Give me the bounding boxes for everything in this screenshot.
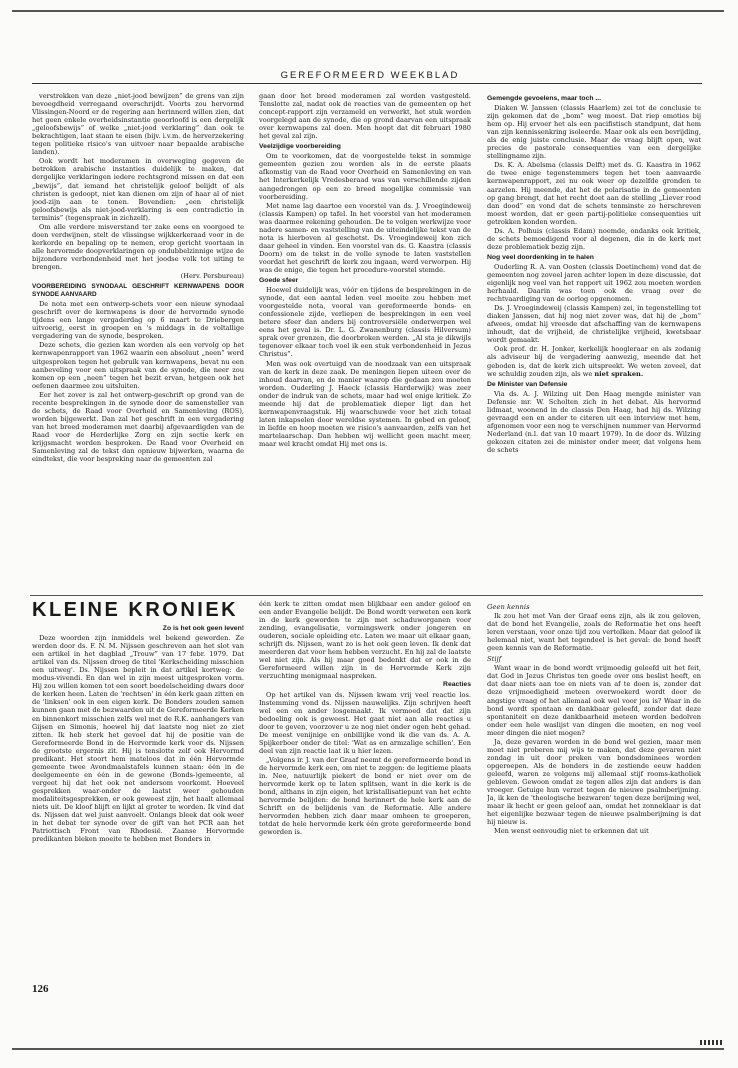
column-2-top bbox=[259, 92, 471, 590]
section-heading: Veelzijdige voorbereiding bbox=[259, 143, 341, 151]
paragraph: Men was ook overtuigd van de noodzaak van een uitspraak van de kerk in deze zaak. De meningen liepen uiteen over de inhoud daarvan, en de manier waarop die gedaan zou moeten worden. Ouderling J. Haeck (classis Harderwijk) was zeer onder de indruk van de schets, maar had wel enige kritiek. Zo meende hij dat de problematiek dieper ligt dan het kernwapenvraagstuk. Hij waarschuwde voor het zich totaal laten inkapselen door wereldse systemen. In gebed en geloof, in liefde en hoop moeten we risico's aanvaarden, zelfs van het martelaarschap. Dan hebben wij wellicht geen macht meer, maar wel kracht omdat Hij met ons is. bbox=[259, 359, 471, 448]
kroniek-subtitle: Zo is het ook geen leven! bbox=[162, 625, 244, 632]
kroniek-column-3 bbox=[487, 600, 701, 976]
paragraph: Op het artikel van ds. Nijssen kwam vrij veel reactie los. Instemming vond ds. Nijssen nauwelijks. Zijn schrijven heeft wel een en ander losgemaakt. Ik vermoed dat dat zijn bedoeling ook is geweest. Het gaat niet aan alle reacties u door te geven, voorzover u ze nog niet onder ogen hebt gehad. De meest venijnige en onbillijke vond ik die van ds. A. A. Spijkerboer onder de titel: 'Wat as en armzalige schillen'. Een deel van zijn reactie laat ik u hier lezen. bbox=[259, 690, 471, 755]
masthead: GEREFORMEERD WEEKBLAD bbox=[280, 70, 460, 81]
paragraph: één kerk te zitten omdat men blijkbaar een ander geloof en een ander Evangelie belijdt. De Bond wordt verweten een kerk in de kerk geworden te zijn met schaduworganen voor zending, evangelisatie, vormingswerk onder jongeren en ouderen, sociale opleiding etc. Laten we maar uit elkaar gaan, schrijft ds. Nijssen, want zo is het ook geen leven. Ik denk dat meerderen dat voor hem hebben verzucht. En hij zal de laatste wel niet zijn. Als hij maar goed bedenkt dat er ook in de Gereformeerd willen zijn in de Hervormde Kerk zijn verzuchting menigmaal naspreken. bbox=[259, 600, 471, 681]
paragraph: Deze woorden zijn inmiddels wel bekend geworden. Ze werden door ds. F. N. M. Nijssen geschreven aan het slot van een artikel in het dagblad „Trouw” van 17 febr. 1979. Dat artikel van ds. Nijssen droeg de titel 'Kerkscheiding misschien een uitweg'. Ds. Nijssen bepleit in dat artikel kortweg: de modus-vivendi. En dan wel in zijn meest uitgesproken vorm. Hij zou willen komen tot een soort boedelscheiding dwars door de kerken heen. Laten de 'rechtsen' in één kerk gaan zitten en de 'linksen' ook in een eigen kerk. De Bonders zouden samen kunnen gaan met de bezwaarden uit de Gereformeerde Kerken en binnenkort misschien zelfs wel met de R.K. aanhangers van Gijsen en Simonis, hoewel hij dat laatste nog niet zo ziet zitten. Ik heb sterk het gevoel dat hij de positie van de Gereformeerde Bond in de Hervormde kerk voor ds. Nijssen de grootste ergernis zit. Hij is tenslotte zelf ook Hervormd predikant. Het stoort hem mateloos dat in één Hervormde gemeente twee Avondmaalstafels kunnen staan: één in de deelgemeente en één in de gewone (Bonds-)gemeente, al vergeet hij dat het ook net andersom voorkomt. Hoeveel gesprekken waar-onder de laatst weer gehouden modaliteitsgesprekken, er ook geweest zijn, het haalt allemaal niets uit. De kloof blijft en lijkt al groter te worden. Ik vind dat ds. Nijssen dat wel juist aanvoelt. Onlangs bleek dat ook weer in het debat ter synode over de gift van het PCR aan het Patriottisch Front van Rhodesië. Zaanse Hervormde predikanten bleken moeite te hebben met Bonders in bbox=[32, 634, 244, 844]
paragraph: „Volgens ir. J. van der Graaf neemt de gereformeerde bond in de hervormde kerk een, om niet te zeggen: de legitieme plaats in. Nee, natuurlijk piekert de bond er niet over om de hervormde kerk op te laten splitsen, want in die kerk is de bond, althans in zijn eigen, het kristallisatiepunt van het echte hervormde belijden: de bond herinnert de hele kerk aan de Schrift en de belijdenis van de Reformatie. Alle andere hervormden hebben zich daar maar omheen te groeperen, totdat de hele hervormde kerk één grote gereformeerde bond geworden is. bbox=[259, 755, 471, 837]
paragraph: Ook prof. dr. H. Jonker, kerkelijk hoogleraar en als zodanig als adviseur bij de vergadering aanwezig, meende dat het geboden is, dat de kerk zich uitspreekt. We weten zoveel, dat we schuldig zouden zijn, als we niet spraken. bbox=[487, 345, 701, 378]
bottom-rule bbox=[12, 1048, 724, 1050]
column-1-top bbox=[32, 92, 244, 590]
kroniek-column-1 bbox=[32, 624, 244, 976]
paragraph: gaan door het breed moderamen zal worden vastgesteld. Tenslotte zal, nadat ook de reacties van de gemeenten op het concept-rapport zijn verzameld en verwerkt, het stuk worden voorgelegd aan de synode, die op grond daarvan een uitspraak over kernwapens zal doen. Men hoopt dat dit februari 1980 het geval zal zijn. bbox=[259, 92, 471, 141]
paragraph: Om alle verdere misverstand ter zake eens en voorgoed te doen verdwijnen, stelt de vlissingse wijkkerkeraad voor in de kerkorde en bepaling op te nemen, erop gericht voortaan in alle hervormde doopverklaringen op ondubbelzinnige wijze de bijzondere verbondenheid met het joodse volk tot uiting te brengen. bbox=[32, 222, 244, 271]
paragraph: De nota met een ontwerp-schets voor een nieuw synodaal geschrift over de kernwapens is door de hervormde synode tijdens een lange vergaderdag op 6 maart te Driebergen uitvoerig, eerst in groepen en 's middags in de voltallige vergadering van de synode, besproken. bbox=[32, 300, 244, 341]
masthead-rule bbox=[32, 83, 702, 84]
paragraph: Via ds. A. J. Wilzing uit Den Haag mengde minister van Defensie mr. W. Scholten zich in het debat. Als hervormd lidmaat, woonend in de classis Den Haag, had hij ds. Wilzing gevraagd een en ander te citeren uit een interview met hem, afgenomen voor een nog te verschijnen nummer van Hervormd Nederland (n.l. dat van 10 maart 1979). In de door ds. Wilzing gekozen citaten zei de minister onder meer, dat volgens hem de schets bbox=[487, 389, 701, 454]
paragraph: Ds. K. A. Abelsma (classis Delft) met ds. G. Kaastra in 1962 de twee enige tegenstemmers tegen het toen aanvaarde kernwapenrapport, zei nu ook weer op dezelfde gronden te aarzelen. Hij meende, dat het de polarisatie in de gemeenten op gang brengt, dat het recht doet aan de stelling „Liever rood dan dood” en vond dat de schets tenminste zo herschreven moest worden, dat er geen partij-politieke consequenties uit getrokken konden worden. bbox=[487, 161, 701, 226]
paragraph: Eer het zover is zal het ontwerp-geschrift op grond van de recente besprekingen in de synode door de samensteller van de schets, de Raad voor Overheid en Samenleving (ROS), worden bijgewerkt. Dan zal het geschrift in een vergadering van het breed moderamen met daarbij afgevaardigden van de Raad voor de Herderlijke Zorg en zijn sectie kerk en krijgsmacht worden besproken. De Raad voor Overheid en Samenleving zal de tekst dan opnieuw bijwerken, waarna de eindtekst, die voor bespreking naar de gemeenten zal bbox=[32, 390, 244, 464]
section-heading: Gemengde gevoelens, maar toch ... bbox=[487, 95, 602, 102]
emphasis: niet spraken. bbox=[594, 369, 644, 378]
paragraph: Ik zou het met Van der Graaf eens zijn, als ik zou geloven, dat de bond het Evangelie, zoals de Reformatie het ons heeft leren verstaan, voor onze tijd zou vertolken. Maar dat geloof ik helemaal niet, want het tegendeel is het geval: de bond heeft geen kennis van de Reformatie. bbox=[487, 612, 701, 653]
section-heading: Goede sfeer bbox=[259, 277, 299, 285]
paragraph: Met name lag daartoe een voorstel van ds. J. Vroegindeweij (classis Kampen) op tafel. In het voorstel van het moderamen was daarmee rekening gehouden. De te volgen werkwijze voor nadere samen- en vaststelling van de uiteindelijke tekst van de nota is hierboven al geschetst. Ds. Vroegindeweij kon zich daar geheel in vinden. Een voorstel van ds. G. Kaastra (classis Doorn) om de tekst in de volle synode te laten vaststellen voordat het geschrift de kerk zou ingaan, werd verworpen. Hij was de enige, die tegen het procedure-voorstel stemde. bbox=[259, 201, 471, 274]
column-3-top bbox=[487, 92, 701, 590]
section-heading: VOORBEREIDING SYNODAAL GESCHRIFT KERNWAPENS DOOR SYNODE AANVAARD bbox=[32, 283, 244, 299]
paragraph: Diaken W. Janssen (classis Haarlem) zei tot de conclusie te zijn gekomen dat de „bom” weg moest. Dat riep emoties bij hem op. Hij ervoer het als een pacifistisch standpunt, dat hem van zijn kennissenkring isoleerde. Maar ook als een bevrijding, als de enig juiste conclusie. Maar de vraag blijft open, wat precies de pastorale consequenties van een dergelijke stellingname zijn. bbox=[487, 104, 701, 161]
paragraph: Ouderling R. A. van Oosten (classis Doetinchem) vond dat de gemeenten nog zoveel jaren achter lopen in deze discussie, dat eigenlijk nog veel van het rapport uit 1962 zou moeten worden herhaald. Daarin was toen ook de vraag over de rechtvaardiging van de oorlog opgenomen. bbox=[487, 262, 701, 304]
subsection-heading: Stijf bbox=[487, 655, 502, 664]
kroniek-column-1-body bbox=[32, 634, 244, 843]
paragraph: verstrekken van deze „niet-jood bewijzen” de grens van zijn bevoegdheid verregaand overschrijdt. Voorts zou hervormd Vlissingen-Noord er de regering aan herinnerd willen zien, dat het geen enkele overheidsinstantie geoorloofd is een dergelijk „geloofsbewijs” of welke „niet-jood verklaring” dan ook te bekrachtigen, laat staan te eisen (bijv. i.v.m. de herverzekering tegen politieke risico's van uitvoer naar bepaalde arabische landen). bbox=[32, 92, 244, 157]
paragraph: Want waar in de bond wordt vrijmoedig geleefd uit het feit, dat God in Jezus Christus ten goede over ons beslist heeft, en dat daar niets aan toe en niets van af te doen is, zonder dat deze vrijmoedigheid meteen overwoekerd wordt door de angstige vraag of het allemaal ook wel voor jou is? Waar in de bond wordt spontaan en dankbaar geleefd, zonder dat deze spontaniteit en deze dankbaarheid meteen worden bedolven onder een hele waslijst van dingen die moeten, en nog veel meer dingen die niet mogen? bbox=[487, 664, 701, 737]
subsection-heading: Reacties bbox=[443, 681, 471, 689]
paragraph: Ds. A. Polhuis (classis Edam) noemde, ondanks ook kritiek, de schets bemoedigend voor al degenen, die in de kerk met deze problematiek bezig zijn. bbox=[487, 226, 701, 251]
paragraph: Ja, deze gevaren worden in de bond wel gezien, maar men moet niet proberen mij wijs te maken, dat deze gevaren niet zondag in uit door preken van bondsdominees worden opgeroepen. Als de bonders in de zestiende eeuw hadden geleefd, waren ze volgens mij allemaal stijf rooms-katholiek gebleven. Gewoon omdat ze tegen alles zijn dat anders is dan vroeger. Getuige hun verzet tegen de nieuwe psalmberijming. Ja, ik ken de 'theologische bezwaren' tegen deze berijming wel, maar ik hecht er geen geloof aan, omdat het zonneklaar is dat het eigenlijke bezwaar tegen de nieuwe psalmberijming is dat hij nieuw is. bbox=[487, 737, 701, 827]
paragraph: Hoewel duidelijk was, vóór en tijdens de besprekingen in de synode, dat een aantal leden veel moeite zou hebben met voorgestelde nota, vooral van gereformeerde bonds- en confessionele zijde, verliepen de besprekingen in een veel betere sfeer dan anders bij controversiële onderwerpen wel eens het geval is. Dr. L. G. Zwanenburg (classis Hilversum) sprak over grenzen, die doorbroken werden. „Al sta je dikwijls tegenover elkaar toch voel ik een stuk verbondenheid in Jezus Christus”. bbox=[259, 286, 471, 359]
print-registration-mark bbox=[700, 1040, 722, 1045]
subsection-heading: Geen kennis bbox=[487, 603, 530, 611]
kroniek-column-2 bbox=[259, 600, 471, 976]
source-credit: (Herv. Persbureau) bbox=[180, 272, 244, 281]
paragraph: Ook wordt het moderamen in overweging gegeven de betrokken arabische instanties duidelijk te maken, dat dergelijke verklaringen iedere rechtsgrond missen en dat een „bewijs”, dat iemand het christelijk geloof belijdt of als christen is gedoopt, niet kan dienen om zijn of haar al of niet jood-zijn aan te tonen. Bovendien: „een christelijk geloofsbewijs als niet-jood-verklaring is een contradictio in terminis” (tegenspraak in zichzelf). bbox=[32, 157, 244, 222]
section-heading: De Minister van Defensie bbox=[487, 380, 568, 388]
section-heading: Nog veel doordenking in te halen bbox=[487, 253, 594, 261]
section-divider bbox=[30, 595, 703, 596]
paragraph: Ds. J. Vroegindeweij (classis Kampen) zei, in tegenstelling tot diaken Janssen, dat hij nog niet zover was, dat hij de „bom” afwees, omdat hij vreesde dat afschaffing van de kernwapens inhoudt, dat de vrijheid, de christelijke vrijheid, kwetsbaar wordt gemaakt. bbox=[487, 304, 701, 345]
paragraph: Om te voorkomen, dat de voorgestelde tekst in sommige gemeenten gezien zou worden als in de eerste plaats afkomstig van de Raad voor Overheid en Samenleving en van het Interkerkelijk Vredesberaad was van verschillende zijden aangedrongen op een zo breed mogelijke commissie van voorbereiding. bbox=[259, 152, 471, 201]
paragraph: Men wenst eenvoudig niet te erkennen dat uit bbox=[494, 827, 649, 836]
page-number: 126 bbox=[32, 983, 49, 995]
top-rule bbox=[12, 10, 724, 12]
kroniek-title: KLEINE KRONIEK bbox=[32, 599, 239, 621]
paragraph: Deze schets, die gezien kan worden als een vervolg op het kernwapenrapport van 1962 waarin een absoluut „neen” werd uitgesproken tegen het gebruik van kernwapens, bevat nu een aanbeveling voor een uitspraak van de synode, die neer zou komen op een „neen” tegen het bezit ervan, hetgeen ook het oefenen daarmee zou uitsluiten. bbox=[32, 341, 244, 390]
